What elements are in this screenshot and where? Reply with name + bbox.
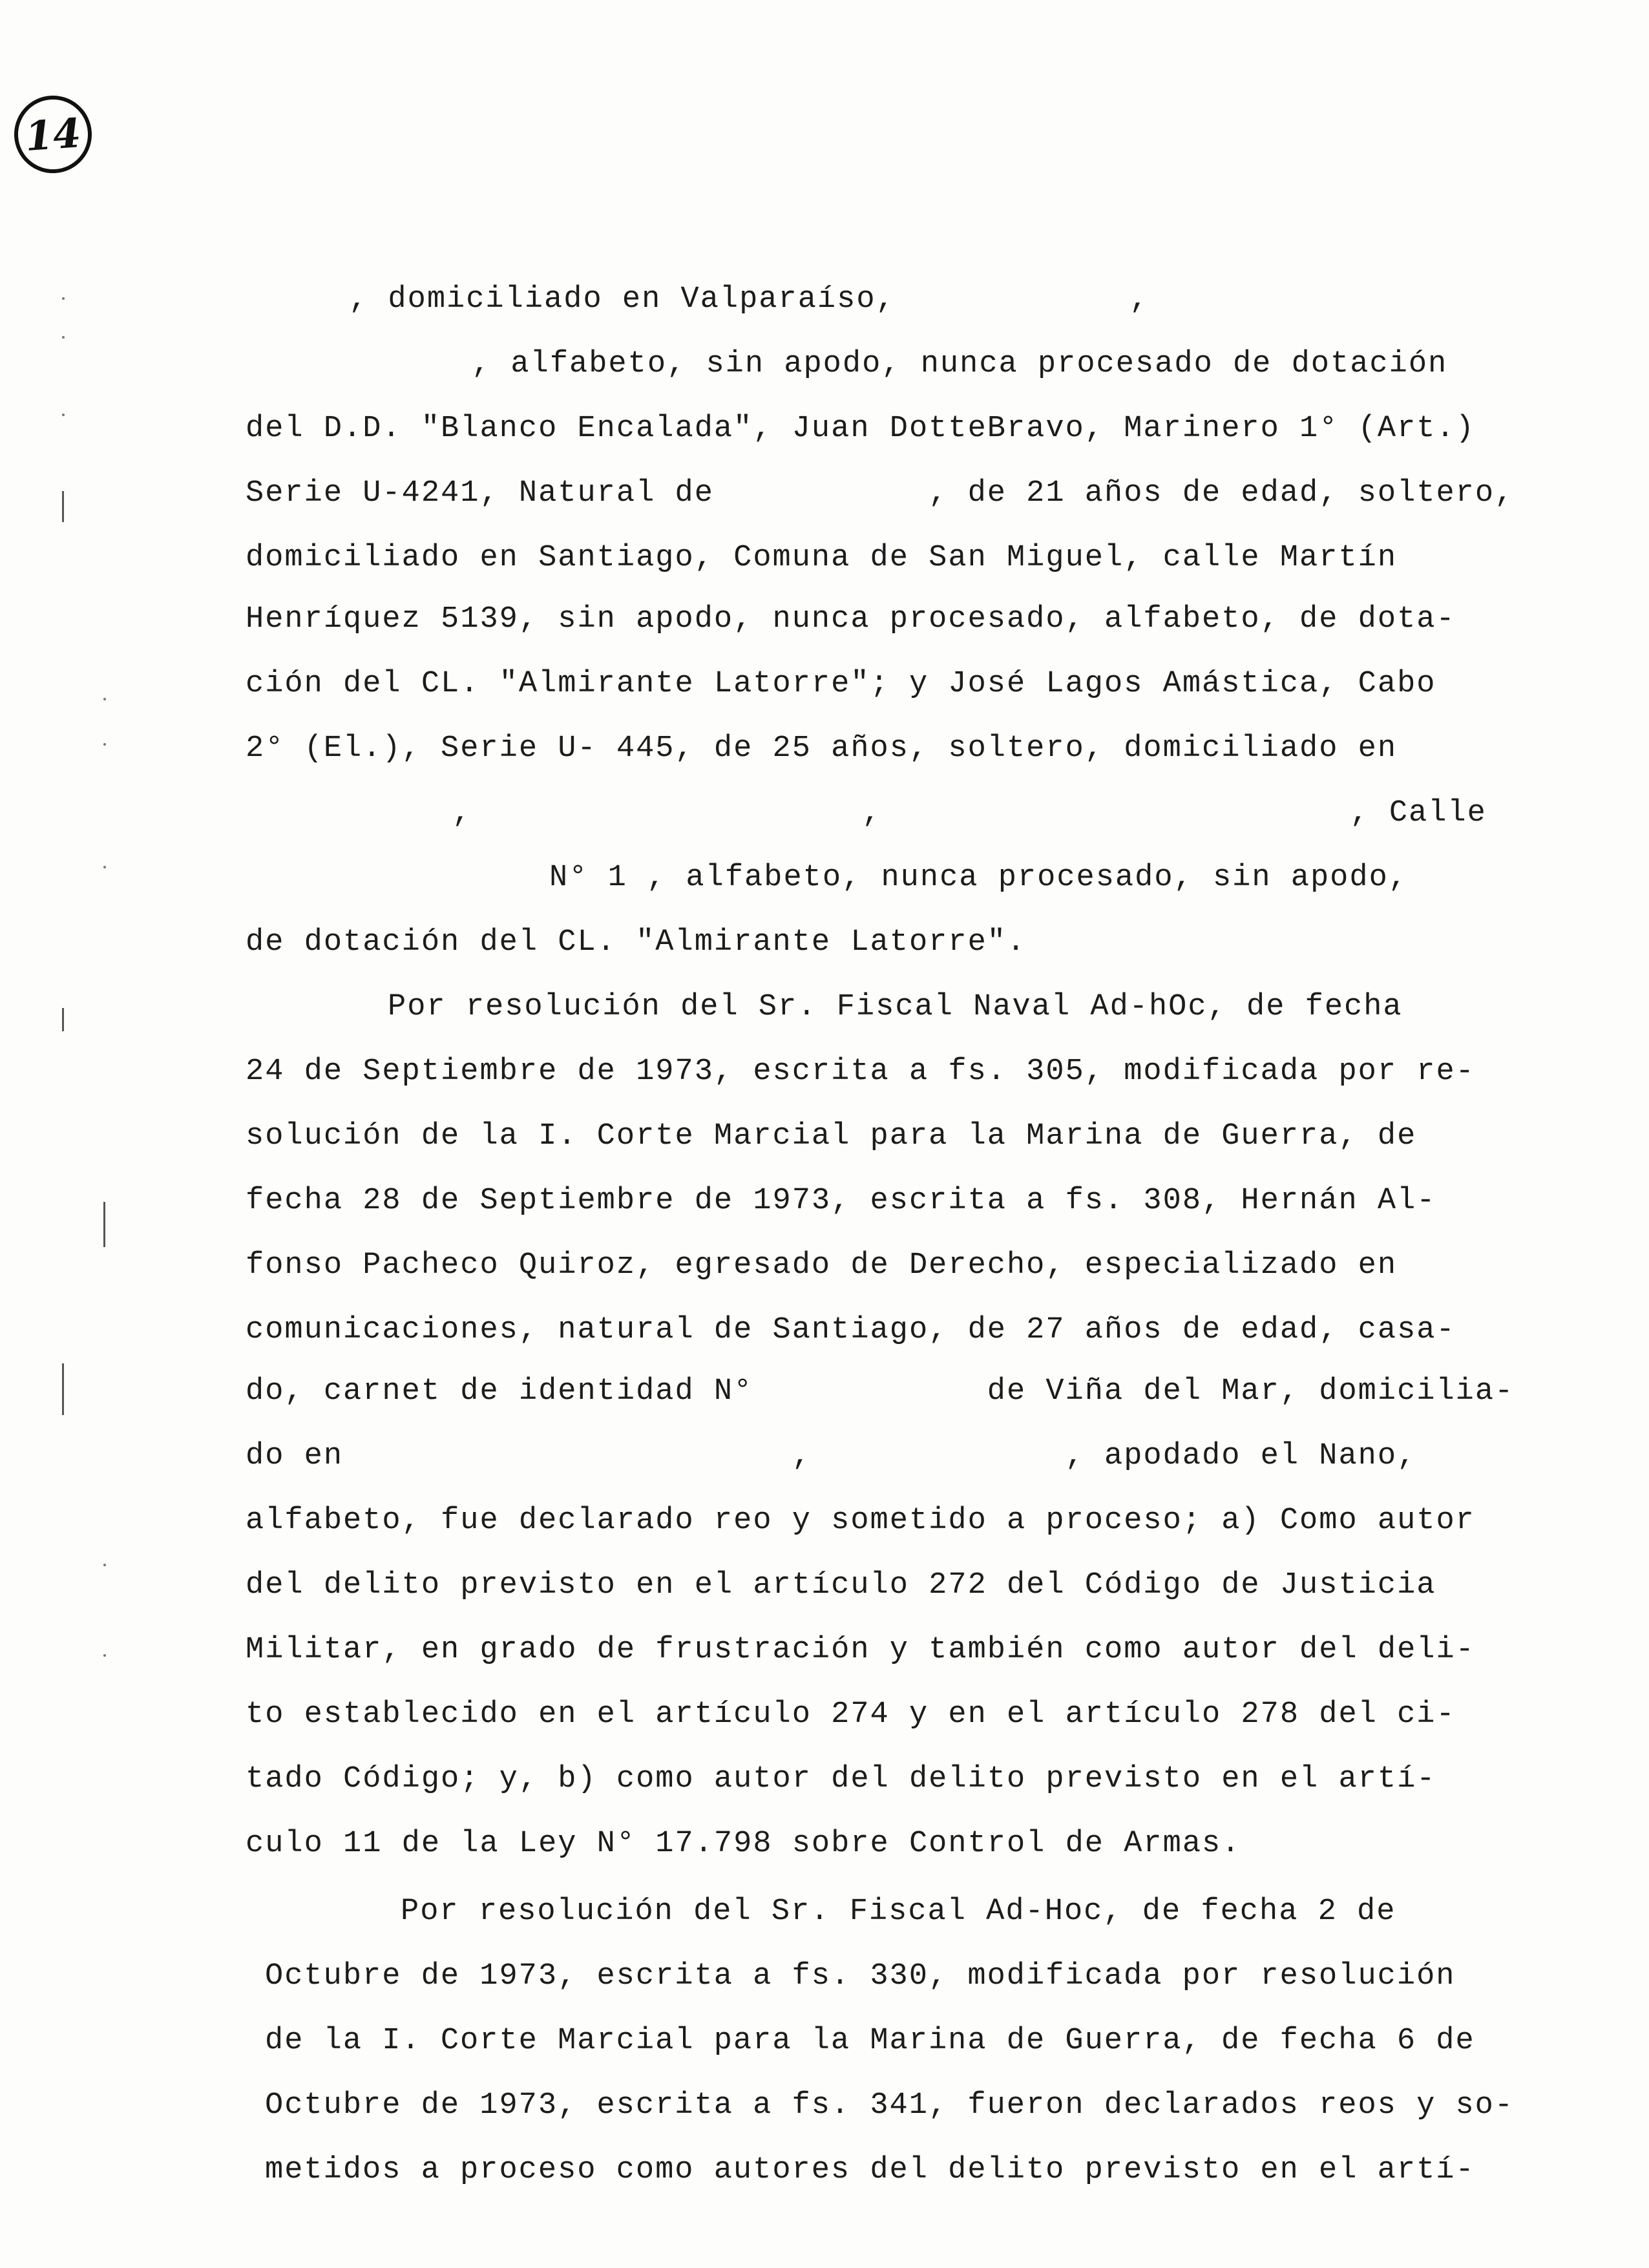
margin-dot xyxy=(62,336,65,339)
text-line: de dotación del CL. "Almirante Latorre". xyxy=(246,925,1027,960)
text-line: N° 1 , alfabeto, nunca procesado, sin apodo, xyxy=(549,861,1409,895)
text-line: , domiciliado en Valparaíso, , xyxy=(349,282,1150,317)
text-line: ción del CL. "Almirante Latorre"; y José Lagos Amástica, Cabo xyxy=(246,667,1436,701)
text-line: Octubre de 1973, escrita a fs. 341, fueron declarados reos y so- xyxy=(265,2088,1515,2123)
text-line: Henríquez 5139, sin apodo, nunca procesado, alfabeto, de dota- xyxy=(246,602,1456,636)
text-line: Serie U-4241, Natural de , de 21 años de edad, soltero, xyxy=(246,476,1515,510)
margin-dot xyxy=(103,743,106,746)
margin-mark xyxy=(62,1008,64,1031)
text-line: , alfabeto, sin apodo, nunca procesado de dotación xyxy=(472,347,1448,381)
text-line: tado Código; y, b) como autor del delito previsto en el artí- xyxy=(246,1762,1436,1796)
margin-mark xyxy=(62,1363,64,1415)
margin-dot xyxy=(62,414,65,416)
margin-mark xyxy=(103,1202,105,1247)
text-line: alfabeto, fue declarado reo y sometido a proceso; a) Como autor xyxy=(246,1504,1475,1538)
text-line: Por resolución del Sr. Fiscal Naval Ad-hOc, de fecha xyxy=(388,990,1403,1024)
text-line: , , , Calle xyxy=(452,796,1487,830)
text-line: 24 de Septiembre de 1973, escrita a fs. 305, modificada por re- xyxy=(246,1055,1475,1089)
text-line: Por resolución del Sr. Fiscal Ad-Hoc, de fecha 2 de xyxy=(401,1895,1396,1929)
margin-dot xyxy=(103,698,106,700)
text-line: comunicaciones, natural de Santiago, de 27 años de edad, casa- xyxy=(246,1313,1456,1347)
margin-dot xyxy=(103,1564,106,1566)
text-line: solución de la I. Corte Marcial para la Marina de Guerra, de xyxy=(246,1119,1417,1153)
text-line: del delito previsto en el artículo 272 del Código de Justicia xyxy=(246,1568,1436,1602)
text-line: fonso Pacheco Quiroz, egresado de Derecho, especializado en xyxy=(246,1248,1398,1283)
text-line: Militar, en grado de frustración y también como autor del deli- xyxy=(246,1633,1475,1667)
text-line: 2° (El.), Serie U- 445, de 25 años, soltero, domiciliado en xyxy=(246,731,1398,766)
text-line: culo 11 de la Ley N° 17.798 sobre Control de Armas. xyxy=(246,1827,1241,1861)
text-line: do, carnet de identidad N° de Viña del Mar, domicilia- xyxy=(246,1374,1515,1409)
page-number-circle xyxy=(12,93,94,176)
text-line: do en , , apodado el Nano, xyxy=(246,1439,1417,1473)
text-line: fecha 28 de Septiembre de 1973, escrita a fs. 308, Hernán Al- xyxy=(246,1184,1436,1218)
margin-dot xyxy=(103,1654,106,1657)
page-number: 14 xyxy=(23,109,83,160)
text-line: de la I. Corte Marcial para la Marina de Guerra, de fecha 6 de xyxy=(265,2024,1475,2058)
margin-dot xyxy=(103,866,106,868)
margin-dot xyxy=(62,297,65,300)
margin-mark xyxy=(62,491,64,522)
text-line: metidos a proceso como autores del delito previsto en el artí- xyxy=(265,2153,1475,2187)
text-line: to establecido en el artículo 274 y en el artículo 278 del ci- xyxy=(246,1697,1456,1732)
text-line: Octubre de 1973, escrita a fs. 330, modificada por resolución xyxy=(265,1959,1456,1993)
text-line: del D.D. "Blanco Encalada", Juan DotteBravo, Marinero 1° (Art.) xyxy=(246,412,1475,446)
text-line: domiciliado en Santiago, Comuna de San Miguel, calle Martín xyxy=(246,541,1398,575)
